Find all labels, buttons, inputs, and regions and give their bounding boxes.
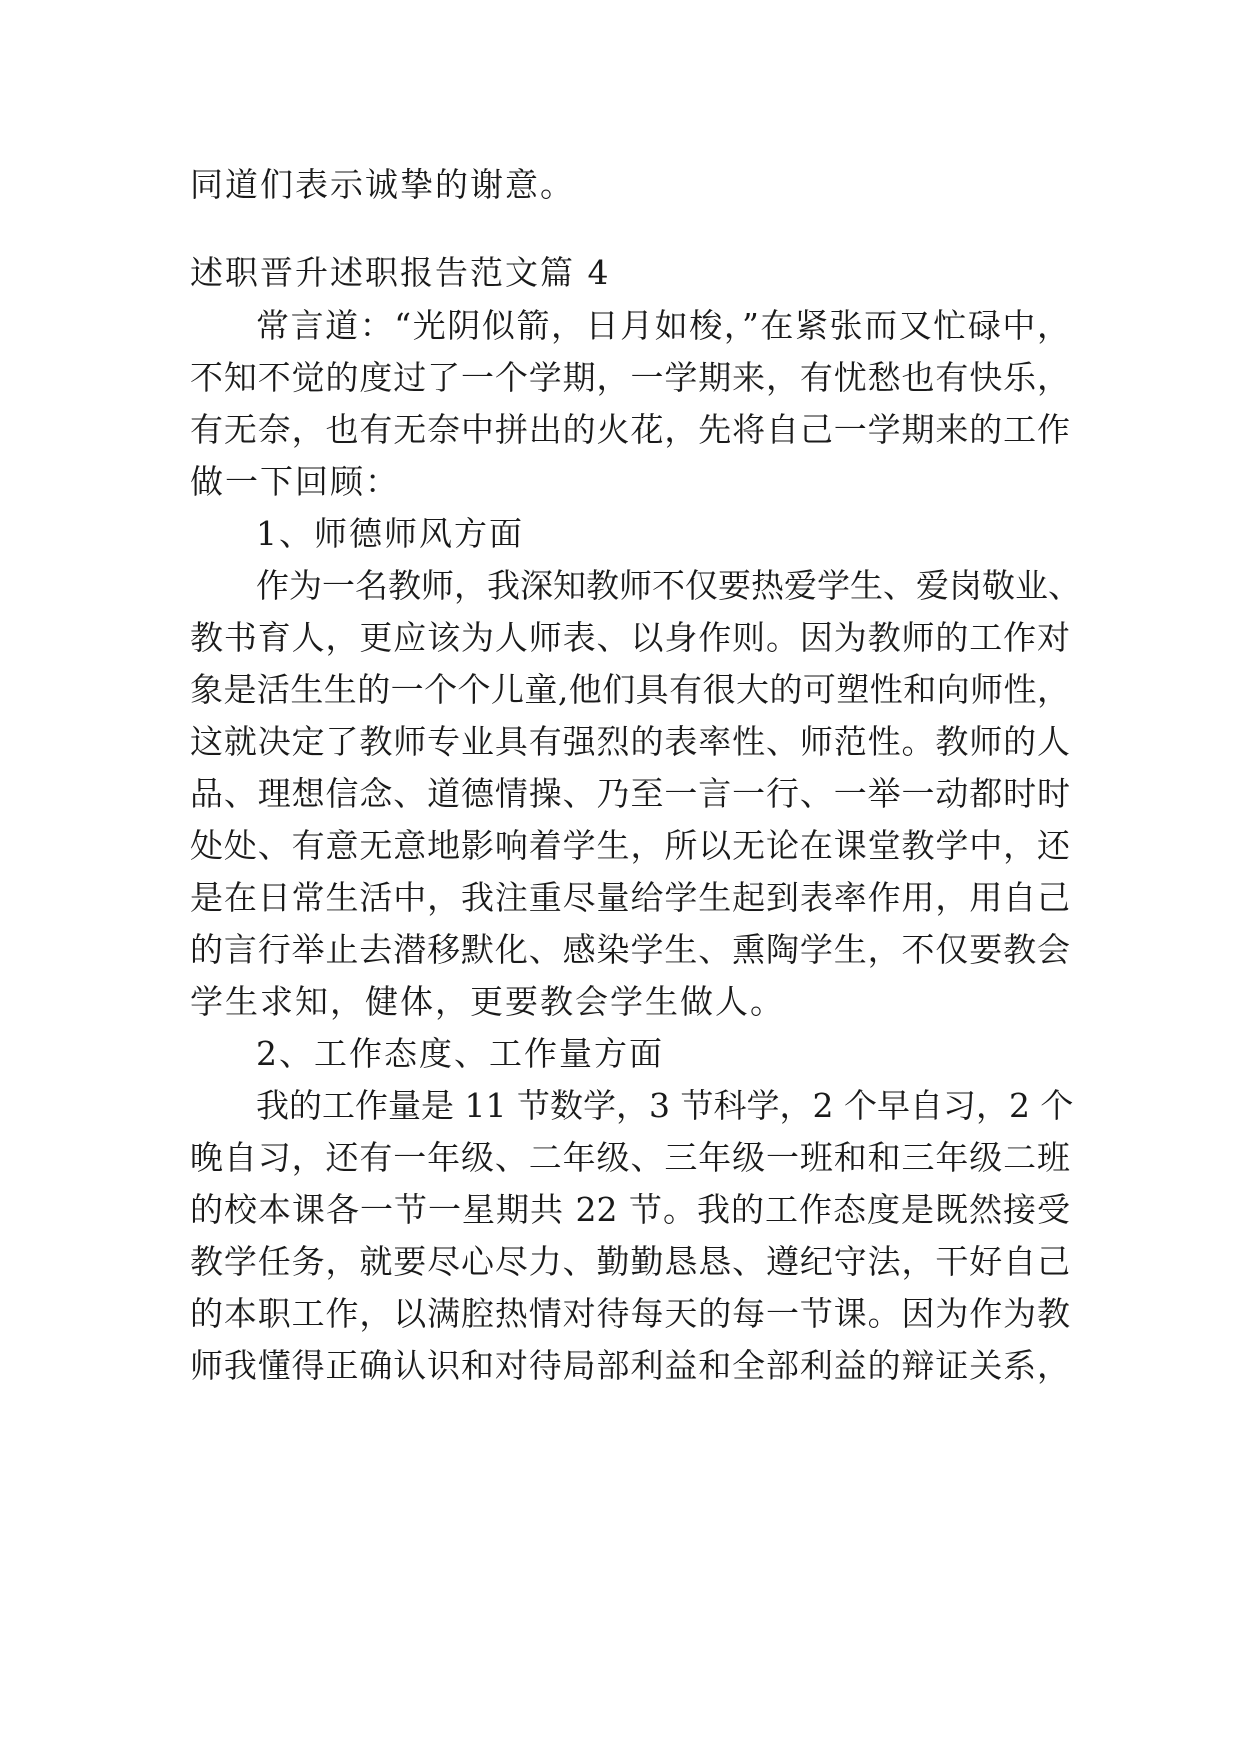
text-line: 师我懂得正确认识和对待局部利益和全部利益的辩证关系， (190, 1346, 1070, 1385)
text-line: 的校本课各一节一星期共 22 节。我的工作态度是既然接受 (190, 1190, 1070, 1229)
section-title: 述职晋升述职报告范文篇 4 (190, 253, 611, 292)
text-line: 有无奈，也有无奈中拼出的火花，先将自己一学期来的工作 (190, 410, 1070, 449)
text-line: 是在日常生活中，我注重尽量给学生起到表率作用，用自己 (190, 878, 1070, 917)
text-line: 同道们表示诚挚的谢意。 (190, 165, 575, 204)
text-line: 教书育人，更应该为人师表、以身作则。因为教师的工作对 (190, 618, 1070, 657)
text-line: 的言行举止去潜移默化、感染学生、熏陶学生，不仅要教会 (190, 930, 1070, 969)
text-line: 作为一名教师，我深知教师不仅要热爱学生、爱岗敬业、 (256, 566, 1081, 605)
text-line: 教学任务，就要尽心尽力、勤勤恳恳、遵纪守法，干好自己 (190, 1242, 1070, 1281)
text-line: 这就决定了教师专业具有强烈的表率性、师范性。教师的人 (190, 722, 1070, 761)
text-line: 象是活生生的一个个儿童,他们具有很大的可塑性和向师性， (190, 670, 1070, 709)
text-line: 处处、有意无意地影响着学生，所以无论在课堂教学中，还 (190, 826, 1070, 865)
subheading: 2、工作态度、工作量方面 (256, 1034, 664, 1073)
text-line: 做一下回顾： (190, 462, 400, 501)
text-line: 的本职工作，以满腔热情对待每天的每一节课。因为作为教 (190, 1294, 1070, 1333)
text-line: 品、理想信念、道德情操、乃至一言一行、一举一动都时时 (190, 774, 1070, 813)
text-line: 我的工作量是 11 节数学，3 节科学，2 个早自习，2 个 (256, 1086, 1074, 1125)
subheading: 1、师德师风方面 (256, 514, 524, 553)
text-line: 学生求知，健体，更要教会学生做人。 (190, 982, 785, 1021)
text-line: 不知不觉的度过了一个学期，一学期来，有忧愁也有快乐， (190, 358, 1070, 397)
text-line: 晚自习，还有一年级、二年级、三年级一班和和三年级二班 (190, 1138, 1070, 1177)
text-line: 常言道：“光阴似箭，日月如梭，”在紧张而又忙碌中， (256, 306, 1070, 345)
